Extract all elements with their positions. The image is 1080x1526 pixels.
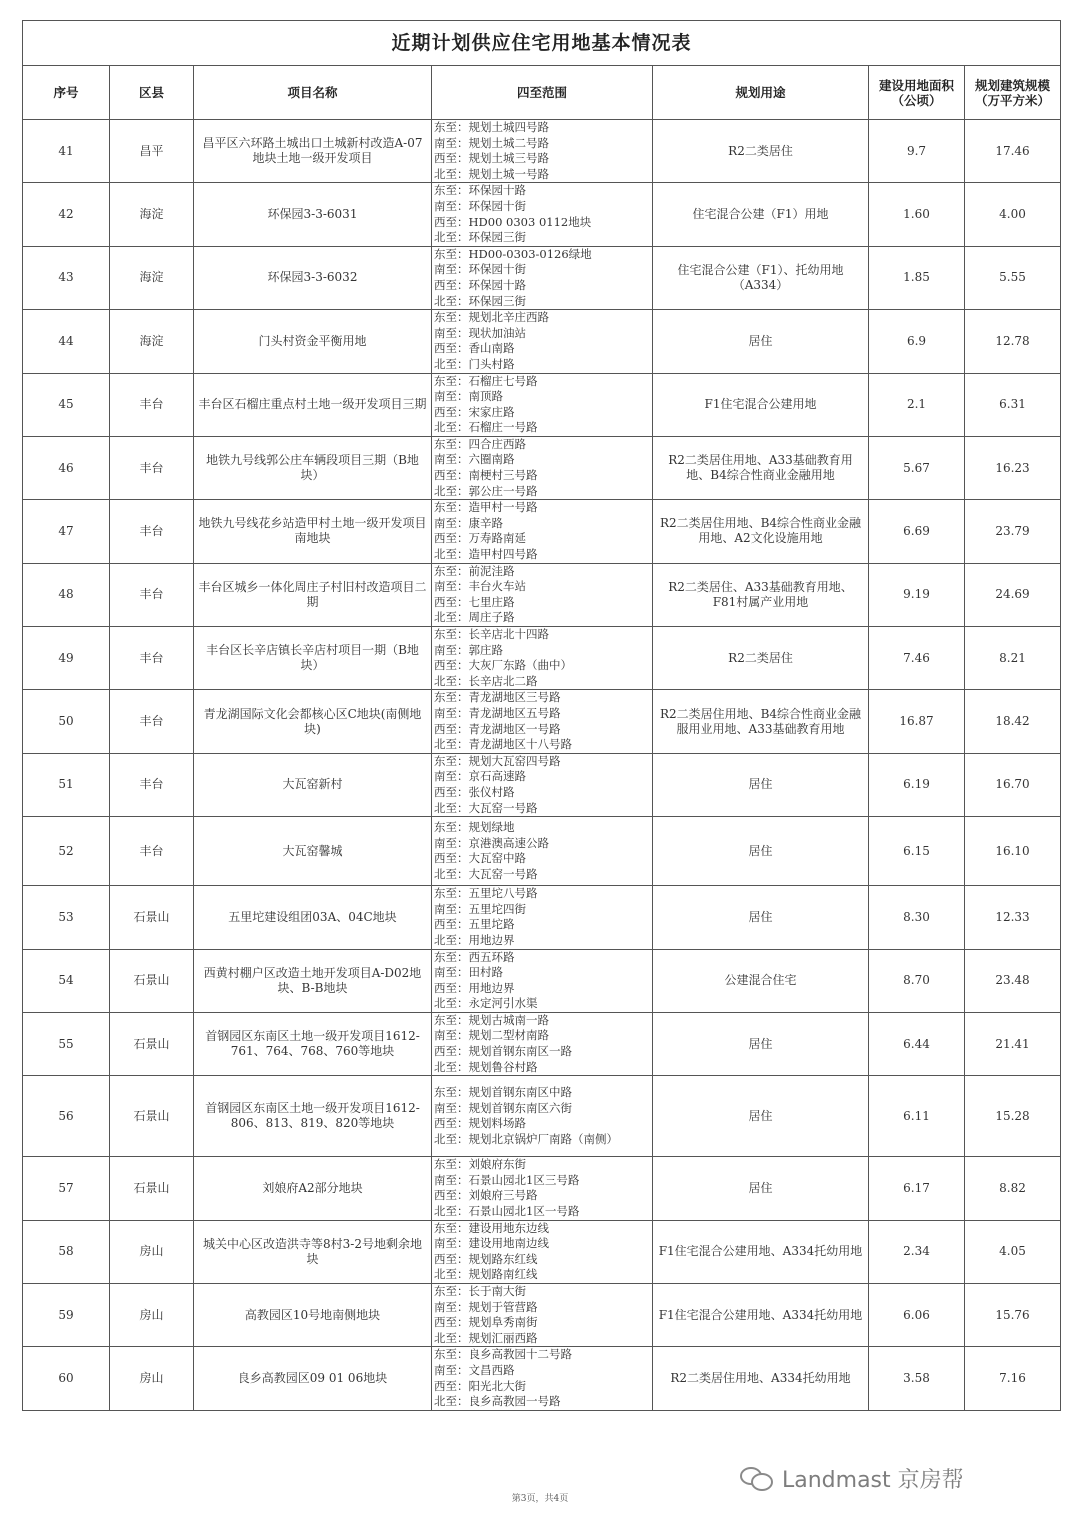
bound-line: 西至：刘娘府三号路 xyxy=(434,1188,538,1203)
table-row xyxy=(23,373,1061,436)
cell-usage: R2二类居住用地、B4综合性商业金融用地、A2文化设施用地 xyxy=(653,500,869,563)
cell-usage: 居住 xyxy=(653,1012,869,1075)
bound-line: 西至：规划首钢东南区一路 xyxy=(434,1044,572,1059)
bound-line: 东至：青龙湖地区三号路 xyxy=(434,690,561,705)
cell-area: 8.70 xyxy=(869,949,965,1012)
cell-scale: 4.00 xyxy=(965,183,1061,246)
bound-line: 东至：刘娘府东街 xyxy=(434,1157,526,1172)
cell-bounds xyxy=(432,246,653,309)
cell-seq: 47 xyxy=(23,500,110,563)
bound-line: 西至：七里庄路 xyxy=(434,594,515,609)
bound-line: 南至：文昌西路 xyxy=(434,1362,515,1377)
cell-scale: 12.33 xyxy=(965,886,1061,949)
cell-bounds xyxy=(432,886,653,949)
cell-district: 丰台 xyxy=(110,373,194,436)
bound-line: 北至：青龙湖地区十八号路 xyxy=(434,737,572,752)
cell-project: 大瓦窑馨城 xyxy=(194,817,432,886)
cell-seq: 58 xyxy=(23,1220,110,1283)
cell-usage: 居住 xyxy=(653,1076,869,1157)
cell-bounds xyxy=(432,1220,653,1283)
table-body xyxy=(23,120,1061,1411)
cell-project: 高教园区10号地南侧地块 xyxy=(194,1284,432,1347)
land-supply-table xyxy=(22,20,1061,1411)
table-row xyxy=(23,1347,1061,1410)
bound-line: 北至：规划鲁谷村路 xyxy=(434,1059,538,1074)
table-row xyxy=(23,563,1061,626)
page-footer: 第3页，共4页 xyxy=(511,1494,569,1504)
bound-line: 西至：大瓦窑中路 xyxy=(434,851,526,866)
bound-line: 南至：规划土城二号路 xyxy=(434,135,549,150)
cell-bounds xyxy=(432,690,653,753)
cell-usage: F1住宅混合公建用地、A334托幼用地 xyxy=(653,1220,869,1283)
bound-line: 东至：建设用地东边线 xyxy=(434,1220,549,1235)
bound-line: 东至：西五环路 xyxy=(434,949,515,964)
bound-line: 南至：青龙湖地区五号路 xyxy=(434,705,561,720)
cell-bounds xyxy=(432,627,653,690)
cell-scale: 6.31 xyxy=(965,373,1061,436)
cell-seq: 42 xyxy=(23,183,110,246)
cell-area: 9.7 xyxy=(869,120,965,183)
cell-usage: 居住 xyxy=(653,753,869,816)
cell-area: 6.06 xyxy=(869,1284,965,1347)
bound-line: 北至：石景山园北1区一号路 xyxy=(434,1204,580,1219)
cell-seq: 46 xyxy=(23,436,110,499)
table-row xyxy=(23,1220,1061,1283)
bound-line: 南至：规划首钢东南区六街 xyxy=(434,1100,572,1115)
cell-district: 丰台 xyxy=(110,753,194,816)
table-title: 近期计划供应住宅用地基本情况表 xyxy=(23,21,1061,66)
cell-seq: 44 xyxy=(23,310,110,373)
cell-bounds xyxy=(432,1347,653,1410)
cell-district: 昌平 xyxy=(110,120,194,183)
table-row xyxy=(23,500,1061,563)
table-row xyxy=(23,436,1061,499)
bound-line: 北至：规划北京锅炉厂南路（南侧） xyxy=(434,1131,618,1146)
bound-line: 西至：规划料场路 xyxy=(434,1116,526,1131)
cell-area: 9.19 xyxy=(869,563,965,626)
bound-line: 东至：规划北辛庄西路 xyxy=(434,310,549,325)
bound-line: 南至：规划于管营路 xyxy=(434,1299,538,1314)
cell-district: 房山 xyxy=(110,1220,194,1283)
bound-line: 东至：规划土城四号路 xyxy=(434,120,549,134)
cell-area: 2.34 xyxy=(869,1220,965,1283)
table-row xyxy=(23,627,1061,690)
cell-usage: R2二类居住 xyxy=(653,627,869,690)
bound-line: 西至：环保园十路 xyxy=(434,277,526,292)
cell-area: 6.69 xyxy=(869,500,965,563)
document-page xyxy=(22,20,1060,1411)
cell-project: 丰台区石榴庄重点村土地一级开发项目三期 xyxy=(194,373,432,436)
cell-seq: 57 xyxy=(23,1157,110,1220)
cell-district: 房山 xyxy=(110,1347,194,1410)
cell-area: 1.85 xyxy=(869,246,965,309)
cell-usage: 居住 xyxy=(653,310,869,373)
cell-bounds xyxy=(432,949,653,1012)
bound-line: 西至：规划阜秀南街 xyxy=(434,1315,538,1330)
cell-district: 石景山 xyxy=(110,1157,194,1220)
cell-scale: 15.76 xyxy=(965,1284,1061,1347)
cell-area: 6.17 xyxy=(869,1157,965,1220)
cell-project: 地铁九号线郭公庄车辆段项目三期（B地块） xyxy=(194,436,432,499)
cell-seq: 60 xyxy=(23,1347,110,1410)
table-row xyxy=(23,949,1061,1012)
table-row xyxy=(23,310,1061,373)
table-row xyxy=(23,1012,1061,1075)
cell-scale: 8.21 xyxy=(965,627,1061,690)
cell-seq: 50 xyxy=(23,690,110,753)
cell-scale: 21.41 xyxy=(965,1012,1061,1075)
cell-scale: 5.55 xyxy=(965,246,1061,309)
cell-district: 石景山 xyxy=(110,1012,194,1075)
bound-line: 南至：京石高速路 xyxy=(434,769,526,784)
cell-district: 石景山 xyxy=(110,886,194,949)
cell-district: 海淀 xyxy=(110,310,194,373)
cell-seq: 54 xyxy=(23,949,110,1012)
cell-project: 五里坨建设组团03A、04C地块 xyxy=(194,886,432,949)
cell-bounds xyxy=(432,436,653,499)
bound-line: 南至：现状加油站 xyxy=(434,325,526,340)
table-row xyxy=(23,1284,1061,1347)
cell-district: 海淀 xyxy=(110,183,194,246)
cell-bounds xyxy=(432,753,653,816)
table-header-row xyxy=(23,66,1061,120)
cell-scale: 24.69 xyxy=(965,563,1061,626)
cell-usage: R2二类居住、A33基础教育用地、F81村属产业用地 xyxy=(653,563,869,626)
bound-line: 西至：南梗村三号路 xyxy=(434,468,538,483)
bound-line: 西至：五里坨路 xyxy=(434,917,515,932)
cell-project: 刘娘府A2部分地块 xyxy=(194,1157,432,1220)
cell-seq: 59 xyxy=(23,1284,110,1347)
cell-bounds xyxy=(432,310,653,373)
cell-project: 丰台区长辛店镇长辛店村项目一期（B地块） xyxy=(194,627,432,690)
cell-project: 大瓦窑新村 xyxy=(194,753,432,816)
cell-area: 6.19 xyxy=(869,753,965,816)
cell-seq: 49 xyxy=(23,627,110,690)
bound-line: 东至：规划绿地 xyxy=(434,819,515,834)
cell-usage: 公建混合住宅 xyxy=(653,949,869,1012)
cell-project: 青龙湖国际文化会都核心区C地块(南侧地块) xyxy=(194,690,432,753)
watermark-text: Landmast 京房帮 xyxy=(782,1467,964,1493)
bound-line: 南至：环保园十街 xyxy=(434,262,526,277)
cell-project: 首钢园区东南区土地一级开发项目1612-806、813、819、820等地块 xyxy=(194,1076,432,1157)
cell-usage: 居住 xyxy=(653,1157,869,1220)
bound-line: 北至：规划土城一号路 xyxy=(434,166,549,181)
cell-district: 丰台 xyxy=(110,690,194,753)
cell-area: 3.58 xyxy=(869,1347,965,1410)
bound-line: 北至：大瓦窑一号路 xyxy=(434,800,538,815)
cell-district: 丰台 xyxy=(110,627,194,690)
cell-seq: 51 xyxy=(23,753,110,816)
cell-project: 门头村资金平衡用地 xyxy=(194,310,432,373)
bound-line: 北至：环保园三街 xyxy=(434,230,526,245)
cell-district: 房山 xyxy=(110,1284,194,1347)
cell-seq: 52 xyxy=(23,817,110,886)
cell-usage: 住宅混合公建（F1）、托幼用地（A334） xyxy=(653,246,869,309)
bound-line: 北至：良乡高教园一号路 xyxy=(434,1394,561,1409)
bound-line: 北至：规划路南红线 xyxy=(434,1267,538,1282)
cell-scale: 4.05 xyxy=(965,1220,1061,1283)
bound-line: 北至：规划汇丽西路 xyxy=(434,1330,538,1345)
cell-usage: 住宅混合公建（F1）用地 xyxy=(653,183,869,246)
bound-line: 东至：五里坨八号路 xyxy=(434,886,538,901)
cell-district: 丰台 xyxy=(110,563,194,626)
bound-line: 东至：规划大瓦窑四号路 xyxy=(434,753,561,768)
cell-district: 海淀 xyxy=(110,246,194,309)
table-row xyxy=(23,690,1061,753)
bound-line: 北至：门头村路 xyxy=(434,356,515,371)
cell-scale: 17.46 xyxy=(965,120,1061,183)
cell-area: 6.9 xyxy=(869,310,965,373)
cell-seq: 53 xyxy=(23,886,110,949)
cell-seq: 45 xyxy=(23,373,110,436)
bound-line: 南至：田村路 xyxy=(434,965,503,980)
bound-line: 南至：南顶路 xyxy=(434,389,503,404)
cell-scale: 16.10 xyxy=(965,817,1061,886)
header-project: 项目名称 xyxy=(194,66,432,120)
bound-line: 南至：建设用地南边线 xyxy=(434,1236,549,1251)
cell-bounds xyxy=(432,1076,653,1157)
bound-line: 东至：长于南大街 xyxy=(434,1284,526,1298)
cell-usage: F1住宅混合公建用地 xyxy=(653,373,869,436)
bound-line: 北至：石榴庄一号路 xyxy=(434,420,538,435)
cell-seq: 43 xyxy=(23,246,110,309)
bound-line: 西至：阳光北大街 xyxy=(434,1378,526,1393)
cell-project: 环保园3-3-6032 xyxy=(194,246,432,309)
bound-line: 南至：石景山园北1区三号路 xyxy=(434,1172,580,1187)
cell-scale: 18.42 xyxy=(965,690,1061,753)
bound-line: 西至：万寿路南延 xyxy=(434,531,526,546)
table-row xyxy=(23,886,1061,949)
bound-line: 南至：五里坨四街 xyxy=(434,901,526,916)
bound-line: 北至：环保园三街 xyxy=(434,293,526,308)
header-usage: 规划用途 xyxy=(653,66,869,120)
cell-project: 西黄村棚户区改造土地开发项目A-D02地块、B-B地块 xyxy=(194,949,432,1012)
table-row xyxy=(23,246,1061,309)
cell-bounds xyxy=(432,1284,653,1347)
cell-scale: 16.70 xyxy=(965,753,1061,816)
cell-project: 地铁九号线花乡站造甲村土地一级开发项目南地块 xyxy=(194,500,432,563)
bound-line: 东至：规划古城南一路 xyxy=(434,1012,549,1027)
cell-usage: 居住 xyxy=(653,886,869,949)
bound-line: 南至：康辛路 xyxy=(434,515,503,530)
cell-scale: 7.16 xyxy=(965,1347,1061,1410)
cell-seq: 55 xyxy=(23,1012,110,1075)
cell-district: 丰台 xyxy=(110,500,194,563)
cell-area: 8.30 xyxy=(869,886,965,949)
header-seq: 序号 xyxy=(23,66,110,120)
cell-project: 昌平区六环路土城出口土城新村改造A-07地块土地一级开发项目 xyxy=(194,120,432,183)
cell-bounds xyxy=(432,1012,653,1075)
bound-line: 南至：环保园十街 xyxy=(434,198,526,213)
bound-line: 南至：郭庄路 xyxy=(434,642,503,657)
cell-bounds xyxy=(432,120,653,183)
bound-line: 东至：造甲村一号路 xyxy=(434,500,538,515)
cell-area: 6.44 xyxy=(869,1012,965,1075)
cell-usage: R2二类居住用地、B4综合性商业金融服用业用地、A33基础教育用地 xyxy=(653,690,869,753)
cell-usage: F1住宅混合公建用地、A334托幼用地 xyxy=(653,1284,869,1347)
table-row xyxy=(23,1157,1061,1220)
cell-usage: R2二类居住用地、A334托幼用地 xyxy=(653,1347,869,1410)
cell-area: 16.87 xyxy=(869,690,965,753)
bound-line: 南至：规划二型材南路 xyxy=(434,1028,549,1043)
cell-scale: 16.23 xyxy=(965,436,1061,499)
cell-bounds xyxy=(432,373,653,436)
bound-line: 西至：青龙湖地区一号路 xyxy=(434,721,561,736)
bound-line: 西至：张仪村路 xyxy=(434,784,515,799)
header-bounds: 四至范围 xyxy=(432,66,653,120)
cell-district: 石景山 xyxy=(110,1076,194,1157)
cell-bounds xyxy=(432,563,653,626)
cell-scale: 23.48 xyxy=(965,949,1061,1012)
cell-seq: 56 xyxy=(23,1076,110,1157)
bound-line: 东至：良乡高教园十二号路 xyxy=(434,1347,572,1362)
bound-line: 北至：长辛店北二路 xyxy=(434,673,538,688)
cell-project: 丰台区城乡一体化周庄子村旧村改造项目二期 xyxy=(194,563,432,626)
bound-line: 西至：大灰厂东路（曲中） xyxy=(434,658,572,673)
bound-line: 南至：丰台火车站 xyxy=(434,579,526,594)
cell-area: 6.15 xyxy=(869,817,965,886)
bound-line: 西至：香山南路 xyxy=(434,341,515,356)
bound-line: 北至：用地边界 xyxy=(434,932,515,947)
wechat-icon xyxy=(740,1465,774,1491)
cell-usage: R2二类居住用地、A33基础教育用地、B4综合性商业金融用地 xyxy=(653,436,869,499)
cell-seq: 48 xyxy=(23,563,110,626)
bound-line: 西至：规划土城三号路 xyxy=(434,151,549,166)
header-area: 建设用地面积（公顷） xyxy=(869,66,965,120)
cell-scale: 15.28 xyxy=(965,1076,1061,1157)
bound-line: 北至：大瓦窑一号路 xyxy=(434,866,538,881)
bound-line: 南至：京港澳高速公路 xyxy=(434,835,549,850)
bound-line: 东至：环保园十路 xyxy=(434,183,526,198)
bound-line: 西至：规划路东红线 xyxy=(434,1251,538,1266)
bound-line: 南至：六圈南路 xyxy=(434,452,515,467)
cell-seq: 41 xyxy=(23,120,110,183)
cell-district: 丰台 xyxy=(110,436,194,499)
cell-bounds xyxy=(432,183,653,246)
bound-line: 北至：永定河引水渠 xyxy=(434,996,538,1011)
cell-district: 石景山 xyxy=(110,949,194,1012)
table-row xyxy=(23,120,1061,183)
table-row xyxy=(23,183,1061,246)
header-district: 区县 xyxy=(110,66,194,120)
cell-scale: 12.78 xyxy=(965,310,1061,373)
cell-area: 5.67 xyxy=(869,436,965,499)
bound-line: 东至：石榴庄七号路 xyxy=(434,373,538,388)
cell-district: 丰台 xyxy=(110,817,194,886)
bound-line: 东至：四合庄西路 xyxy=(434,436,526,451)
cell-area: 6.11 xyxy=(869,1076,965,1157)
bound-line: 东至：前泥洼路 xyxy=(434,563,515,578)
cell-project: 首钢园区东南区土地一级开发项目1612-761、764、768、760等地块 xyxy=(194,1012,432,1075)
bound-line: 西至：HD00 0303 0112地块 xyxy=(434,214,592,229)
cell-usage: 居住 xyxy=(653,817,869,886)
bound-line: 北至：造甲村四号路 xyxy=(434,547,538,562)
cell-bounds xyxy=(432,500,653,563)
bound-line: 东至：HD00-0303-0126绿地 xyxy=(434,246,592,261)
cell-scale: 23.79 xyxy=(965,500,1061,563)
bound-line: 北至：郭公庄一号路 xyxy=(434,483,538,498)
cell-bounds xyxy=(432,1157,653,1220)
cell-bounds xyxy=(432,817,653,886)
cell-area: 1.60 xyxy=(869,183,965,246)
bound-line: 东至：长辛店北十四路 xyxy=(434,627,549,641)
table-row xyxy=(23,817,1061,886)
cell-area: 7.46 xyxy=(869,627,965,690)
cell-project: 城关中心区改造洪寺等8村3-2号地剩余地块 xyxy=(194,1220,432,1283)
cell-usage: R2二类居住 xyxy=(653,120,869,183)
cell-project: 良乡高教园区09 01 06地块 xyxy=(194,1347,432,1410)
cell-scale: 8.82 xyxy=(965,1157,1061,1220)
table-row xyxy=(23,753,1061,816)
bound-line: 西至：用地边界 xyxy=(434,980,515,995)
header-scale: 规划建筑规模（万平方米） xyxy=(965,66,1061,120)
cell-project: 环保园3-3-6031 xyxy=(194,183,432,246)
table-row xyxy=(23,1076,1061,1157)
bound-line: 北至：周庄子路 xyxy=(434,610,515,625)
cell-area: 2.1 xyxy=(869,373,965,436)
bound-line: 西至：宋家庄路 xyxy=(434,404,515,419)
bound-line: 东至：规划首钢东南区中路 xyxy=(434,1085,572,1100)
